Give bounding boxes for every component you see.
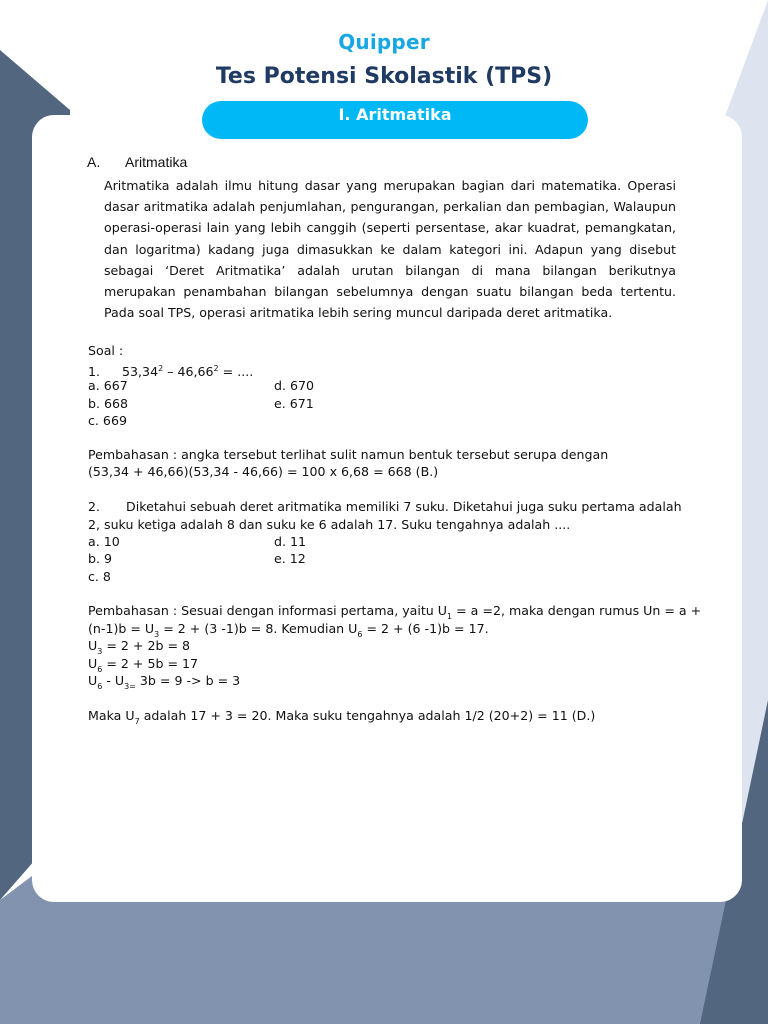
q2-p4-text-b: = 2 + 5b = 17 — [102, 656, 199, 671]
q2-option-d: d. 11 — [274, 534, 307, 549]
q2-p2-text-c: = 2 + (6 -1)b = 17. — [362, 621, 489, 636]
q2-p4-sub: 6 — [97, 665, 103, 674]
q1-option-b: b. 668 — [88, 396, 129, 411]
q1-expr-a: 53,34 — [122, 364, 159, 379]
question-2-text-2: 2, suku ketiga adalah 8 dan suku ke 6 adalah 17. Suku tengahnya adalah .... — [88, 517, 571, 532]
q1-exp-b: 2 — [213, 364, 219, 373]
q1-option-c: c. 669 — [88, 413, 127, 428]
q1-explanation-1: Pembahasan : angka tersebut terlihat sulit namun bentuk tersebut serupa dengan — [88, 447, 609, 462]
section-banner: I. Aritmatika — [202, 101, 588, 139]
q2-p6-text-a: Maka U — [88, 708, 135, 723]
q1-option-e: e. 671 — [274, 396, 314, 411]
section-heading — [87, 154, 187, 170]
q2-p5-text-b: - U — [102, 673, 125, 688]
page-title: Tes Potensi Skolastik (TPS) — [215, 64, 553, 89]
section-title: Aritmatika — [125, 154, 188, 170]
q1-minus: – 46,66 — [163, 364, 214, 379]
q1-exp-a: 2 — [158, 364, 164, 373]
q2-p2-sub-2: 6 — [357, 630, 363, 639]
q2-p2-text-a: (n-1)b = U — [88, 621, 155, 636]
q2-option-a: a. 10 — [88, 534, 120, 549]
q2-p2-text-b: = 2 + (3 -1)b = 8. Kemudian U — [159, 621, 358, 636]
q2-p1-text-a: Pembahasan : Sesuai dengan informasi pertama, yaitu U — [88, 603, 448, 618]
q2-p4-text-a: U — [88, 656, 98, 671]
q2-option-b: b. 9 — [88, 551, 113, 566]
section-number: A. — [87, 154, 101, 170]
q2-conclusion — [88, 707, 595, 730]
q2-p5-sub-2: 3= — [124, 682, 136, 691]
q2-p1-sub: 1 — [447, 612, 453, 621]
soal-label: Soal : — [88, 343, 124, 358]
q2-p2-sub-1: 3 — [154, 630, 160, 639]
q1-option-a: a. 667 — [88, 378, 128, 393]
q2-p3-sub: 3 — [97, 647, 103, 656]
q2-p5-text-c: 3b = 9 -> b = 3 — [135, 673, 241, 688]
intro-paragraph: Aritmatika adalah ilmu hitung dasar yang merupakan bagian dari matematika. Operasi dasar aritmatika adalah penjumlahan, pengurangan, perkalian dan pembagian, Walaupun operasi-operasi lain yang lebih canggih (seperti persentase, akar kuadrat, pemangkatan, dan logaritma) kadang juga dimasukkan ke dalam kategori ini. Adapun yang disebut sebagai ‘Deret Aritmatika’ adalah urutan bilangan di mana bilangan berikutnya merupakan penambahan bilangan sebelumnya dengan suatu bilangan beda tertentu. Pada soal TPS, operasi aritmatika lebih sering muncul daripada deret aritmatika. — [104, 178, 676, 321]
q2-p1-text-b: = a =2, maka dengan rumus Un = a + — [452, 603, 702, 618]
question-1-number: 1. — [88, 364, 101, 379]
q1-option-d: d. 670 — [274, 378, 315, 393]
q2-explanation-5 — [88, 672, 240, 695]
q2-p6-sub: 7 — [134, 717, 140, 726]
brand-logo: Quipper — [338, 30, 430, 54]
q1-tail: = .... — [218, 364, 254, 379]
q2-p3-text-b: = 2 + 2b = 8 — [102, 638, 191, 653]
question-2 — [88, 498, 682, 515]
q1-explanation-2: (53,34 + 46,66)(53,34 - 46,66) = 100 x 6,68 = 668 (B.) — [88, 464, 439, 479]
q2-p5-text-a: U — [88, 673, 98, 688]
question-2-number: 2. — [88, 499, 101, 514]
q2-option-e: e. 12 — [274, 551, 306, 566]
q2-p5-sub-1: 6 — [97, 682, 103, 691]
q2-option-c: c. 8 — [88, 569, 111, 584]
q2-p3-text-a: U — [88, 638, 98, 653]
q2-p6-text-b: adalah 17 + 3 = 20. Maka suku tengahnya adalah 1/2 (20+2) = 11 (D.) — [139, 708, 596, 723]
question-2-text-1: Diketahui sebuah deret aritmatika memiliki 7 suku. Diketahui juga suku pertama adalah — [126, 499, 682, 514]
